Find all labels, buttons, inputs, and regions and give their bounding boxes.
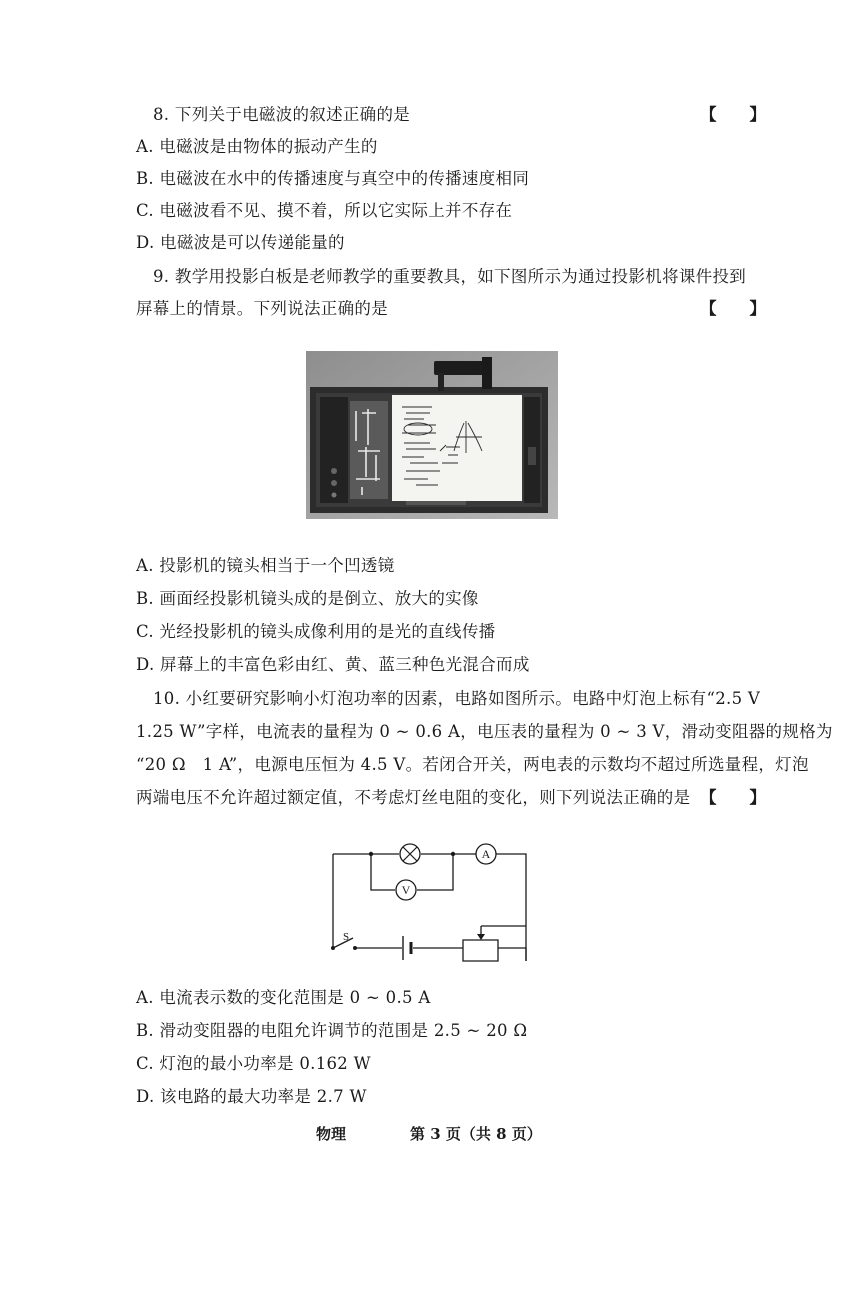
q9-stem-line2: 屏幕上的情景。下列说法正确的是 [136, 299, 388, 318]
q10-answer-bracket: 【 】 [700, 788, 766, 807]
q9-option-b: B. 画面经投影机镜头成的是倒立、放大的实像 [136, 589, 479, 608]
ammeter-label: A [481, 847, 491, 861]
lamp [400, 844, 420, 864]
q8-option-a: A. 电磁波是由物体的振动产生的 [136, 137, 378, 156]
footer-subject: 物理 [316, 1125, 347, 1143]
q10-stem-line4: 两端电压不允许超过额定值，不考虑灯丝电阻的变化，则下列说法正确的是 [136, 788, 691, 807]
footer-page-number: 第 3 页（共 8 页） [410, 1125, 542, 1143]
q9-stem-line1: 9. 教学用投影白板是老师教学的重要教具，如下图所示为通过投影机将课件投到 [153, 267, 747, 286]
projector-whiteboard-photo [306, 351, 558, 519]
q9-option-d: D. 屏幕上的丰富色彩由红、黄、蓝三种色光混合而成 [136, 655, 530, 674]
q8-stem: 8. 下列关于电磁波的叙述正确的是 [153, 105, 411, 124]
q10-stem-line1: 10. 小红要研究影响小灯泡功率的因素，电路如图所示。电路中灯泡上标有“2.5 V [153, 689, 761, 708]
voltmeter [396, 880, 416, 900]
circuit-diagram [325, 840, 535, 975]
voltmeter-label: V [401, 883, 411, 897]
q8-option-c: C. 电磁波看不见、摸不着，所以它实际上并不存在 [136, 201, 513, 220]
q8-answer-bracket: 【 】 [700, 105, 766, 124]
ammeter [476, 844, 496, 864]
q10-option-a: A. 电流表示数的变化范围是 0 ~ 0.5 A [136, 988, 431, 1007]
q8-option-b: B. 电磁波在水中的传播速度与真空中的传播速度相同 [136, 169, 530, 188]
switch-label: S [343, 931, 350, 943]
q10-stem-line3: “20 Ω 1 A”，电源电压恒为 4.5 V。若闭合开关，两电表的示数均不超过所选量程，灯泡 [136, 755, 809, 774]
q9-option-c: C. 光经投影机的镜头成像利用的是光的直线传播 [136, 622, 496, 641]
switch [331, 931, 357, 950]
q10-option-c: C. 灯泡的最小功率是 0.162 W [136, 1054, 371, 1073]
q8-option-d: D. 电磁波是可以传递能量的 [136, 233, 345, 252]
q10-option-b: B. 滑动变阻器的电阻允许调节的范围是 2.5 ~ 20 Ω [136, 1021, 528, 1040]
q9-option-a: A. 投影机的镜头相当于一个凹透镜 [136, 556, 395, 575]
battery [403, 936, 411, 960]
q10-option-d: D. 该电路的最大功率是 2.7 W [136, 1087, 367, 1106]
q9-answer-bracket: 【 】 [700, 299, 766, 318]
q10-stem-line2: 1.25 W”字样，电流表的量程为 0 ~ 0.6 A，电压表的量程为 0 ~ 3 V，滑动变阻器的规格为 [136, 722, 833, 741]
